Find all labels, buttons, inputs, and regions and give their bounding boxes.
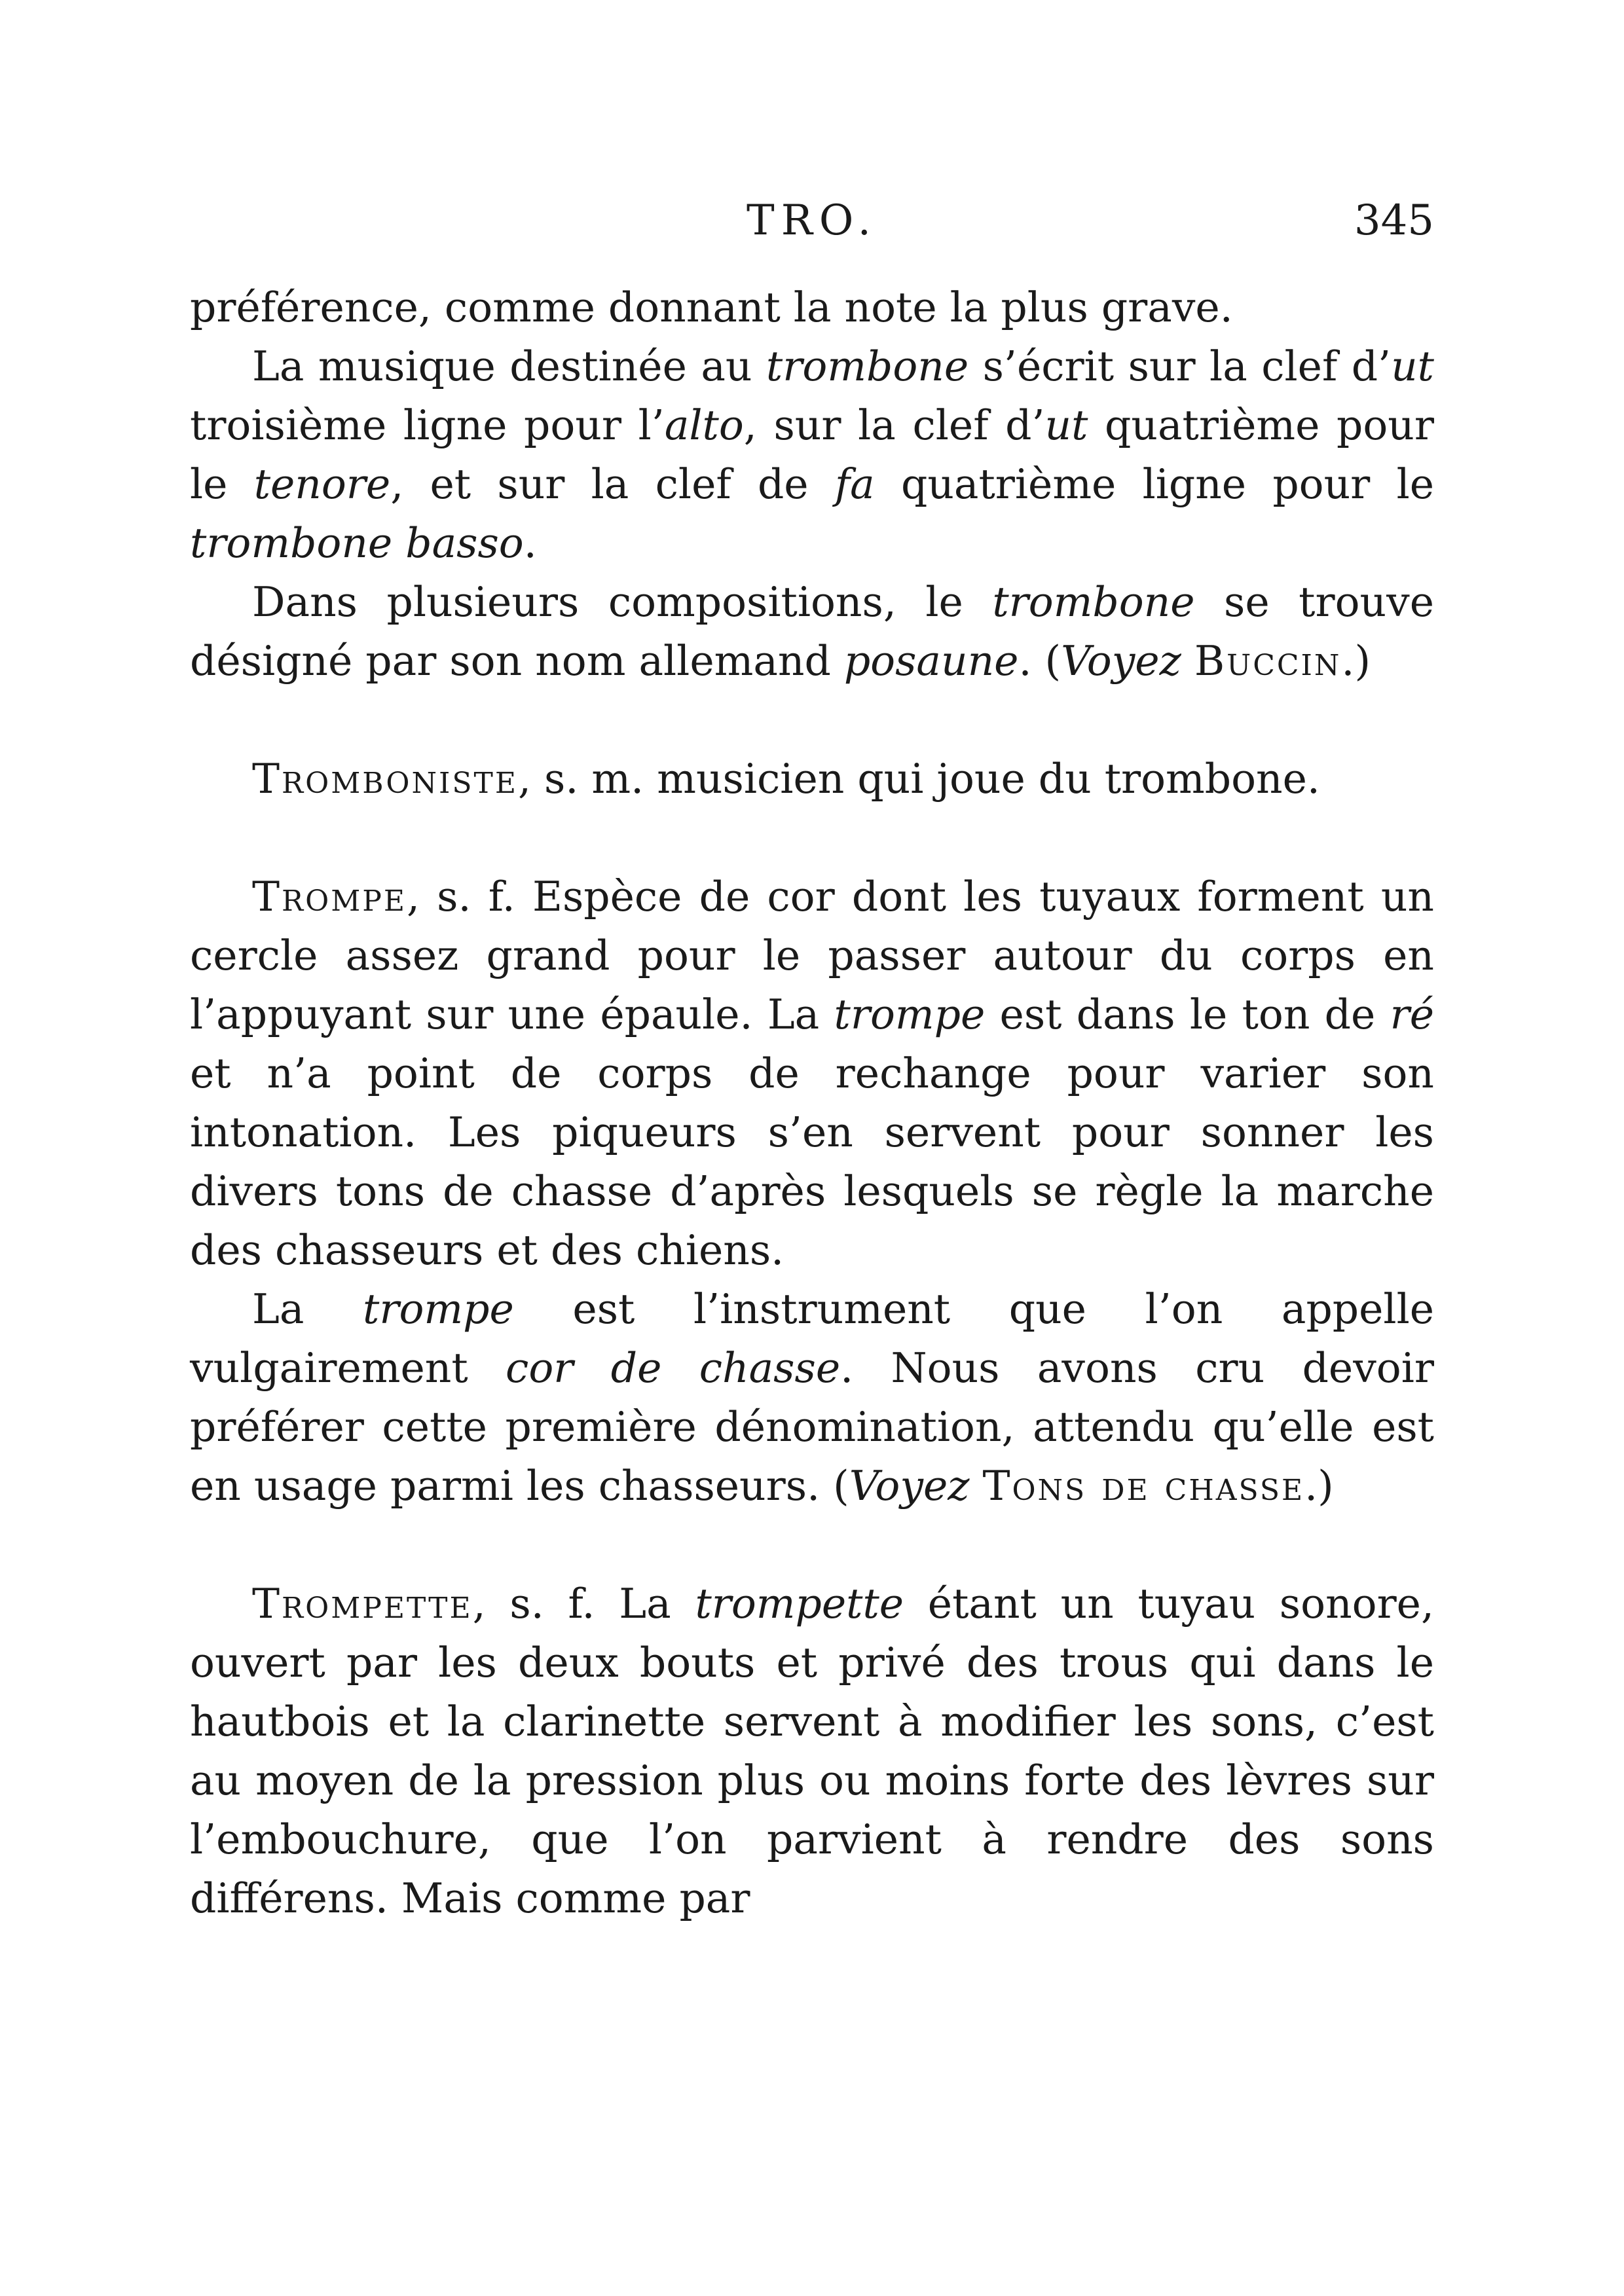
- text-run: La musique destinée au: [252, 342, 766, 390]
- text-run: est l’instrument que l’on appelle vulgairement: [190, 1285, 1434, 1392]
- headword: Tons de chasse: [982, 1462, 1305, 1510]
- italic-term: cor de chasse: [506, 1344, 841, 1392]
- italic-term: Voyez: [849, 1462, 970, 1510]
- paragraph-posaune: [190, 573, 1434, 691]
- headword: Trompette: [252, 1580, 473, 1628]
- italic-term: tenore: [253, 460, 391, 508]
- text-run: , s. f. Espèce de cor dont les tuyaux forment un cercle assez grand pour le passer autour du corps en l’appuyant sur une épaule. La: [190, 873, 1434, 1038]
- text-run: . (: [1018, 637, 1061, 685]
- page-header: [190, 196, 1434, 255]
- italic-term: trompette: [695, 1580, 904, 1628]
- text-run: et n’a point de corps de rechange pour varier son intonation. Les piqueurs s’en servent pour sonner les divers tons de chasse d’après lesquels se règle la marche des chasseurs et des chiens.: [190, 1049, 1434, 1274]
- entry-trompe: [190, 867, 1434, 1280]
- paragraph-cor-de-chasse: [190, 1280, 1434, 1516]
- text-run: troisième ligne pour l’: [190, 401, 665, 449]
- text-run: .): [1341, 637, 1371, 685]
- text-run: est dans le ton de: [985, 991, 1390, 1038]
- entry-tromboniste: [190, 750, 1434, 809]
- paragraph-clef-notation: [190, 337, 1434, 573]
- entry-trompette: [190, 1575, 1434, 1928]
- italic-term: ré: [1390, 991, 1434, 1038]
- text-run: quatrième ligne pour le: [874, 460, 1434, 508]
- text-run: . Nous avons cru devoir préférer cette première dénomination, attendu qu’elle est en usage parmi les chasseurs. (: [190, 1344, 1434, 1510]
- text-run: La: [252, 1285, 363, 1333]
- italic-term: fa: [834, 460, 875, 508]
- italic-term: trompe: [834, 991, 986, 1038]
- text-run: [1181, 637, 1194, 685]
- text-run: .: [523, 519, 537, 567]
- text-run: étant un tuyau sonore, ouvert par les deux bouts et privé des trous qui dans le hautbois et la clarinette servent à modifier les sons, c’est au moyen de la pression plus ou moins forte des lèvres sur l’embouchure, que l’on parvient à rendre des sons différens. Mais comme par: [190, 1580, 1434, 1922]
- text-run: , s. m. musicien qui joue du trombone.: [518, 755, 1320, 803]
- italic-term: ut: [1391, 342, 1434, 390]
- italic-term: trompe: [363, 1285, 514, 1333]
- text-run: se trouve désigné par son nom allemand: [190, 578, 1434, 685]
- text-run: .): [1304, 1462, 1334, 1510]
- italic-term: trombone basso: [190, 519, 524, 567]
- running-head: TRO.: [747, 196, 877, 245]
- text-run: s’écrit sur la clef d’: [969, 342, 1392, 390]
- text-run: , et sur la clef de: [390, 460, 835, 508]
- italic-term: alto: [664, 401, 744, 449]
- italic-term: Voyez: [1061, 637, 1181, 685]
- headword: Buccin: [1194, 637, 1342, 685]
- text-run: , sur la clef d’: [743, 401, 1045, 449]
- text-run: [969, 1462, 982, 1510]
- headword: Trompe: [252, 873, 407, 920]
- paragraph-continuation: [190, 278, 1434, 337]
- italic-term: posaune: [843, 637, 1019, 685]
- italic-term: trombone: [992, 578, 1195, 626]
- text-run: préférence, comme donnant la note la plus grave.: [190, 283, 1233, 331]
- page-number: 345: [1354, 196, 1434, 245]
- text-run: Dans plusieurs compositions, le: [252, 578, 993, 626]
- italic-term: trombone: [766, 342, 969, 390]
- body-text: [190, 278, 1434, 1928]
- text-run: , s. f. La: [472, 1580, 695, 1628]
- italic-term: ut: [1044, 401, 1088, 449]
- headword: Tromboniste: [252, 755, 518, 803]
- text-run: quatrième pour le: [190, 401, 1435, 508]
